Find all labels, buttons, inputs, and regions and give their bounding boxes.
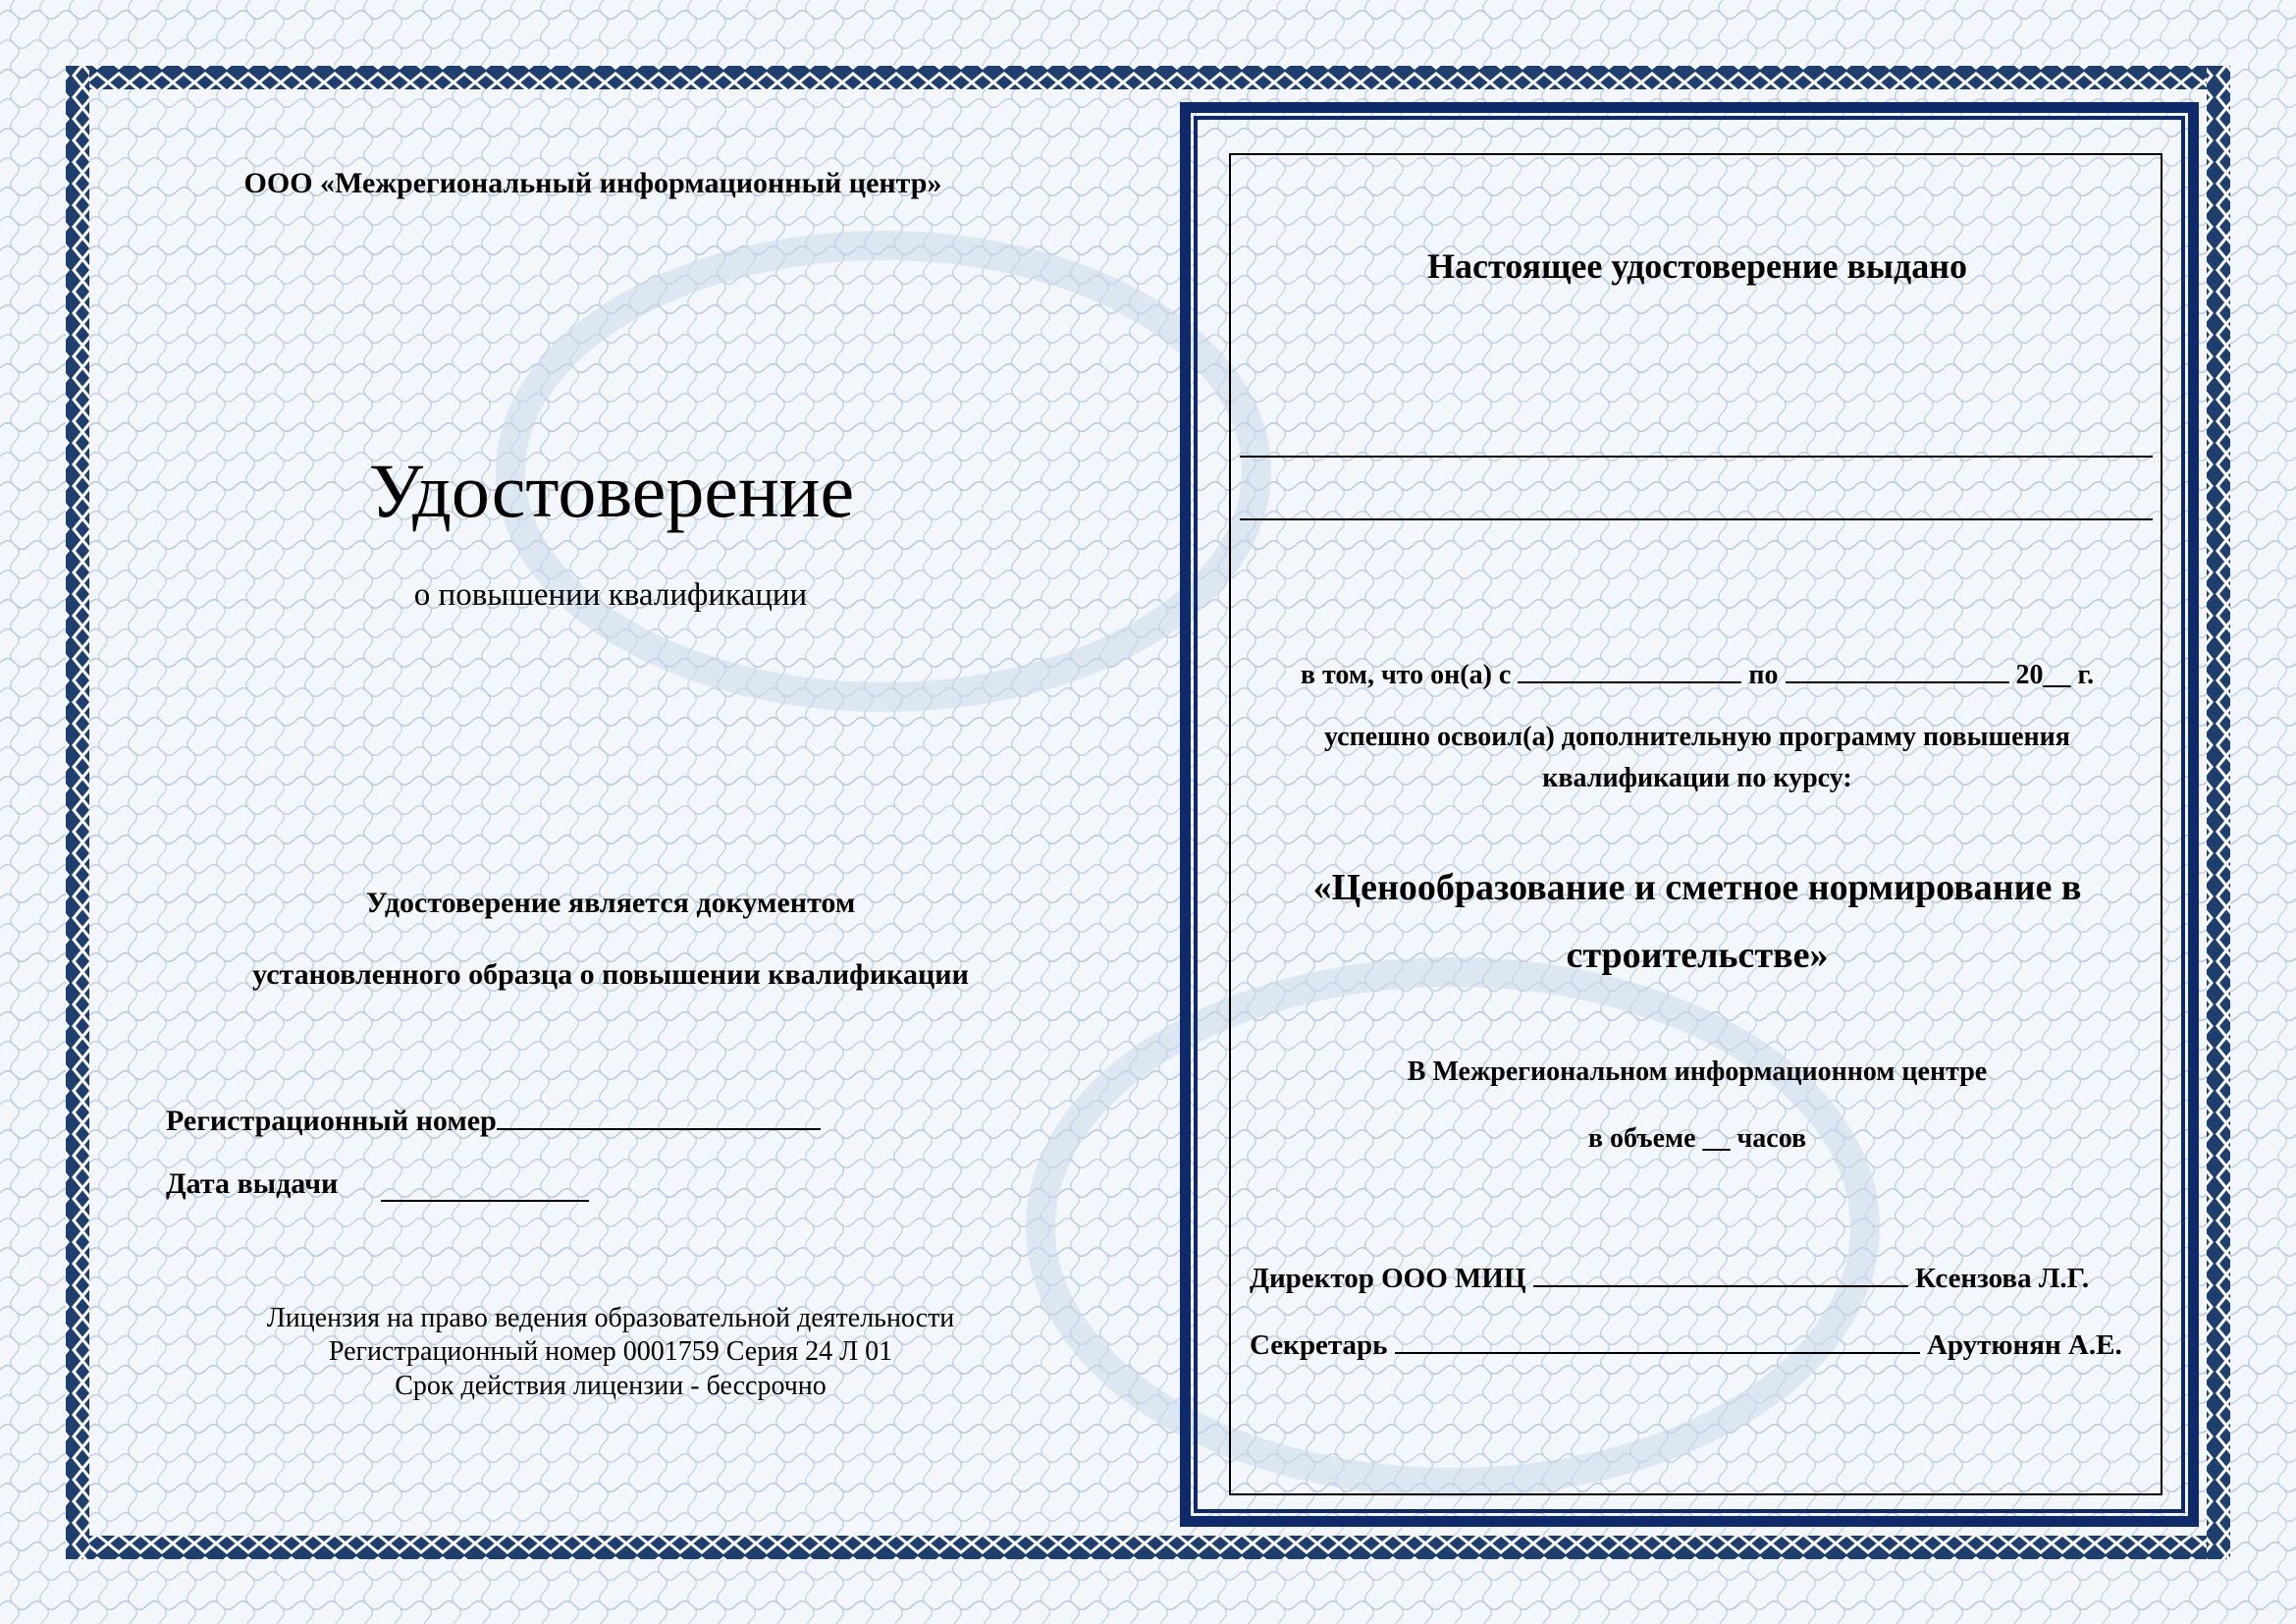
period-start-blank[interactable] bbox=[1518, 654, 1741, 683]
period-mid: по bbox=[1748, 660, 1779, 690]
issue-date-blank[interactable] bbox=[381, 1200, 589, 1202]
period-year: 20__ г. bbox=[2015, 660, 2095, 690]
license-line-1: Лицензия на право ведения образовательной деятельности bbox=[266, 1303, 955, 1333]
recipient-name-line-1[interactable] bbox=[1240, 456, 2153, 458]
document-subtitle: о повышении квалификации bbox=[413, 577, 808, 613]
license-line-2: Регистрационный номер 0001759 Серия 24 Л 01 bbox=[328, 1336, 893, 1367]
registration-number-field[interactable] bbox=[166, 1099, 821, 1138]
course-title-line-2: строительстве» bbox=[1566, 935, 1829, 976]
statement-line-2: установленного образца о повышении квалификации bbox=[252, 958, 969, 991]
hours-line: в объеме __ часов bbox=[1587, 1123, 1807, 1154]
issued-to-heading: Настоящее удостоверение выдано bbox=[1427, 246, 1967, 286]
director-signature-blank[interactable] bbox=[1533, 1257, 1908, 1287]
period-prefix: в том, что он(а) с bbox=[1300, 660, 1512, 690]
registration-number-label: Регистрационный номер bbox=[166, 1105, 497, 1137]
period-line bbox=[1301, 654, 2094, 691]
organization-name: ООО «Межрегиональный информационный центр» bbox=[243, 167, 942, 199]
secretary-signature-blank[interactable] bbox=[1395, 1324, 1920, 1354]
recipient-name-line-2[interactable] bbox=[1240, 518, 2153, 520]
secretary-signature-row bbox=[1250, 1324, 2122, 1362]
director-signature-row bbox=[1250, 1257, 2089, 1295]
program-line-2: квалификации по курсу: bbox=[1542, 763, 1852, 793]
secretary-label: Секретарь bbox=[1250, 1329, 1388, 1361]
license-line-3: Срок действия лицензии - бессрочно bbox=[395, 1371, 827, 1401]
period-end-blank[interactable] bbox=[1786, 654, 2009, 683]
program-line-1: успешно освоил(а) дополнительную программу повышения bbox=[1324, 722, 2070, 752]
registration-number-blank[interactable] bbox=[497, 1099, 821, 1130]
institution-line: В Межрегиональном информационном центре bbox=[1407, 1056, 1988, 1087]
statement-line-1: Удостоверение является документом bbox=[365, 887, 856, 919]
issue-date-label: Дата выдачи bbox=[166, 1167, 339, 1200]
secretary-name: Арутюнян А.Е. bbox=[1926, 1329, 2122, 1361]
director-label: Директор ООО МИЦ bbox=[1250, 1263, 1526, 1294]
document-title: Удостоверение bbox=[368, 448, 855, 533]
course-title-line-1: «Ценообразование и сметное нормирование в bbox=[1312, 867, 2082, 908]
director-name: Ксензова Л.Г. bbox=[1915, 1263, 2090, 1294]
